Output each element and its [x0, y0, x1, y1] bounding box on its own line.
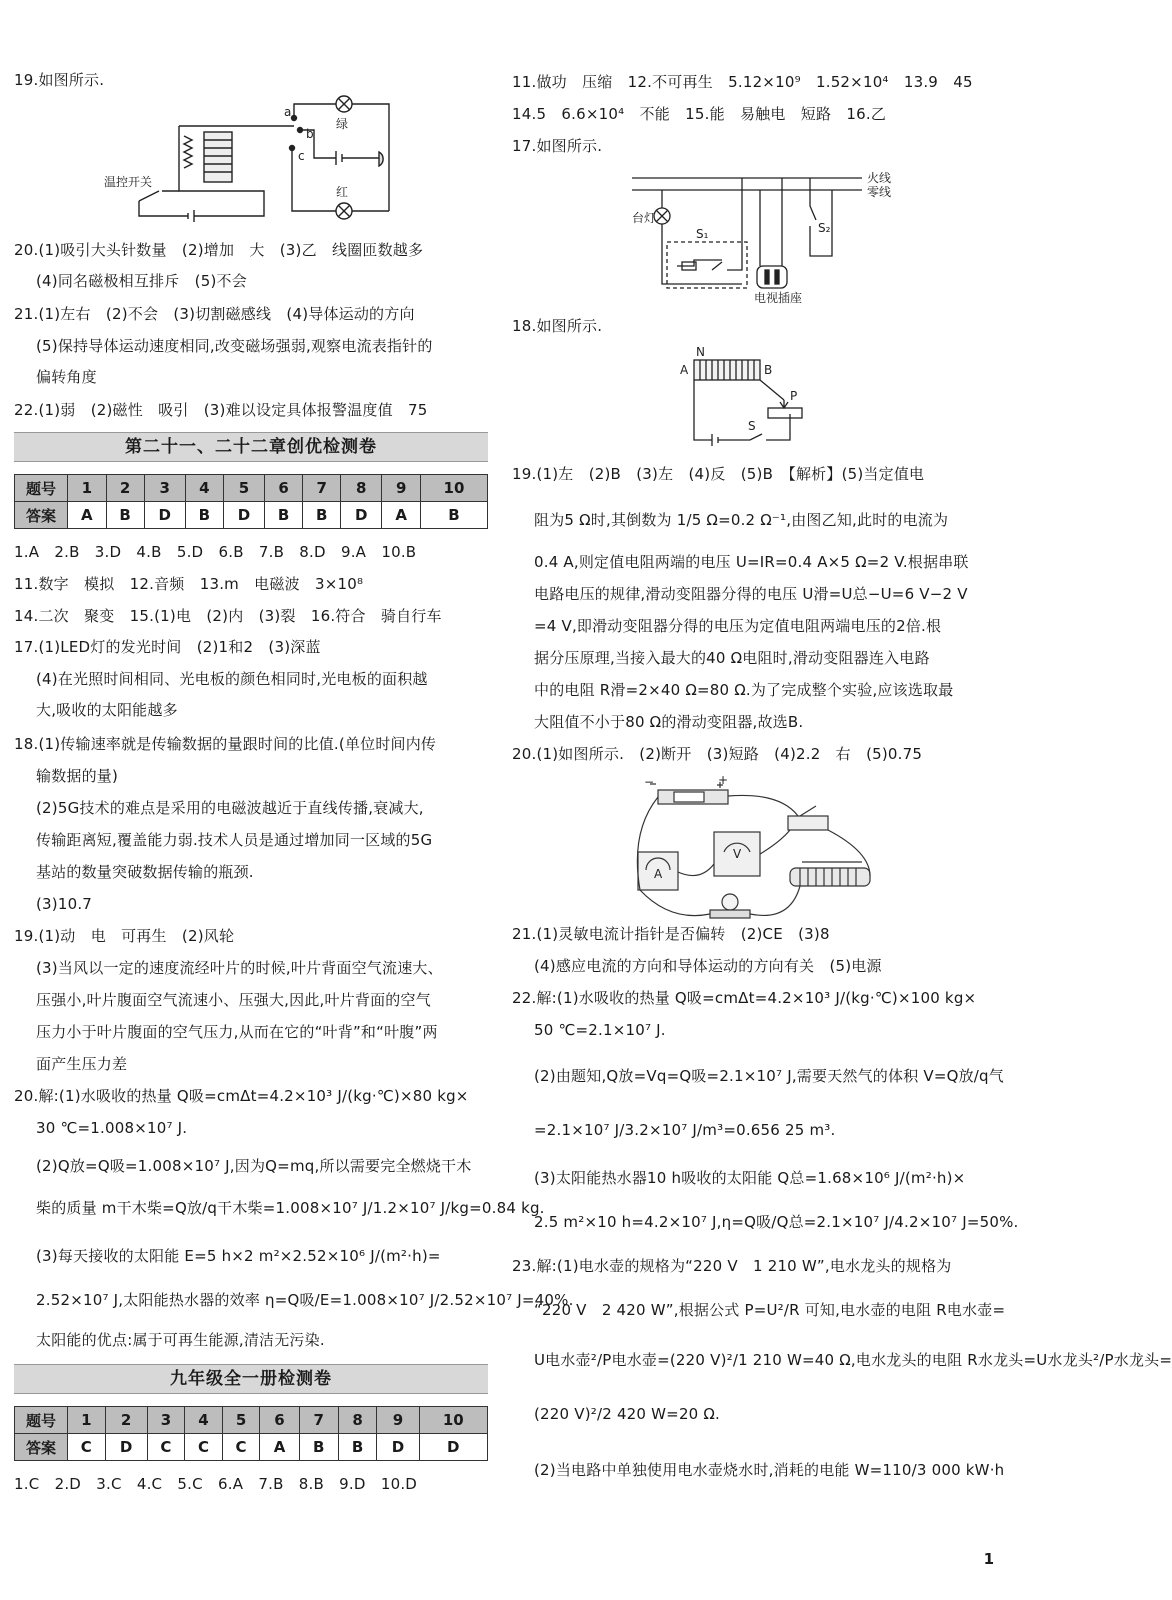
- table-cell: 5: [222, 1407, 260, 1434]
- table-cell: B: [265, 502, 303, 529]
- table-cell: C: [185, 1434, 223, 1461]
- answer-line: 20.(1)吸引大头针数量 (2)增加 大 (3)乙 线圈匝数越多: [14, 241, 424, 259]
- answer-line: 21.(1)灵敏电流计指针是否偏转 (2)CE (3)8: [512, 925, 830, 943]
- answer-line: 21.(1)左右 (2)不会 (3)切割磁感线 (4)导体运动的方向: [14, 305, 415, 323]
- table-cell: 1: [68, 475, 107, 502]
- lamp-label: 台灯: [632, 211, 657, 225]
- table-cell: 9: [382, 475, 421, 502]
- table-cell: 9: [377, 1407, 419, 1434]
- table-cell: B: [303, 502, 341, 529]
- answer-line: 20.(1)如图所示. (2)断开 (3)短路 (4)2.2 右 (5)0.75: [512, 745, 923, 763]
- answer-line: 太阳能的优点:属于可再生能源,清洁无污染.: [36, 1331, 325, 1349]
- answer-line: (2)当电路中单独使用电水壶烧水时,消耗的电能 W=110/3 000 kW·h: [534, 1461, 1005, 1479]
- table-cell: 6: [265, 475, 303, 502]
- negative-terminal: −: [644, 775, 655, 789]
- answer-line: 30 ℃=1.008×10⁷ J.: [36, 1119, 188, 1137]
- answer-line: 11.做功 压缩 12.不可再生 5.12×10⁹ 1.52×10⁴ 13.9 45: [512, 73, 973, 91]
- section-banner: 九年级全一册检测卷: [14, 1364, 488, 1394]
- table-cell: 2: [106, 475, 144, 502]
- answer-line: 大阻值不小于80 Ω的滑动变阻器,故选B.: [534, 713, 804, 731]
- table-cell: 4: [185, 1407, 223, 1434]
- table-cell: 3: [147, 1407, 185, 1434]
- switch-s2-label: S₂: [818, 221, 831, 235]
- answer-line: (2)5G技术的难点是采用的电磁波越近于直线传播,衰减大,: [36, 799, 424, 817]
- table-cell: A: [382, 502, 421, 529]
- table-cell: 8: [338, 1407, 377, 1434]
- table-cell: 5: [223, 475, 264, 502]
- answer-table: [14, 1406, 488, 1461]
- table-cell: B: [420, 502, 487, 529]
- answer-line: 22.解:(1)水吸收的热量 Q吸=cmΔt=4.2×10³ J/(kg·℃)×100 kg×: [512, 989, 977, 1007]
- answer-line: 11.数字 模拟 12.音频 13.m 电磁波 3×10⁸: [14, 575, 364, 593]
- answer-line: 22.(1)弱 (2)磁性 吸引 (3)难以设定具体报警温度值 75: [14, 401, 428, 419]
- answer-line: “220 V 2 420 W”,根据公式 P=U²/R 可知,电水壶的电阻 R电水壶=: [534, 1301, 1006, 1319]
- table-cell: B: [106, 502, 144, 529]
- answer-line: 18.(1)传输速率就是传输数据的量跟时间的比值.(单位时间内传: [14, 735, 437, 753]
- answer-line: =2.1×10⁷ J/3.2×10⁷ J/m³=0.656 25 m³.: [534, 1121, 836, 1139]
- table-cell: 7: [299, 1407, 338, 1434]
- table-cell: 题号: [15, 1407, 68, 1434]
- ammeter-label: A: [654, 867, 663, 881]
- neutral-wire-label: 零线: [867, 185, 892, 199]
- table-cell: 3: [144, 475, 185, 502]
- section-banner: 第二十一、二十二章创优检测卷: [14, 432, 488, 462]
- answer-line: (4)在光照时间相同、光电板的颜色相同时,光电板的面积越: [36, 670, 428, 688]
- terminal-a-label: A: [680, 363, 689, 377]
- answer-line: 19.(1)左 (2)B (3)左 (4)反 (5)B 【解析】(5)当定值电: [512, 465, 925, 483]
- table-cell: A: [260, 1434, 299, 1461]
- answer-line: 1.A 2.B 3.D 4.B 5.D 6.B 7.B 8.D 9.A 10.B: [14, 543, 417, 561]
- household-wiring-figure: [632, 166, 972, 306]
- table-cell: C: [147, 1434, 185, 1461]
- table-cell: B: [299, 1434, 338, 1461]
- answer-line: 偏转角度: [36, 368, 97, 386]
- table-cell: 10: [420, 475, 487, 502]
- answer-line: (4)同名磁极相互排斥 (5)不会: [36, 272, 247, 290]
- switch-s-label: S: [748, 419, 756, 433]
- slider-p-label: P: [790, 389, 798, 403]
- answer-line: (4)感应电流的方向和导体运动的方向有关 (5)电源: [534, 957, 882, 975]
- table-cell: D: [105, 1434, 147, 1461]
- answer-line: (3)当风以一定的速度流经叶片的时候,叶片背面空气流速大、: [36, 959, 443, 977]
- table-cell: D: [341, 502, 382, 529]
- answer-line: 压力小于叶片腹面的空气压力,从而在它的“叶背”和“叶腹”两: [36, 1023, 438, 1041]
- answer-line: 17.如图所示.: [512, 137, 603, 155]
- answer-table: [14, 474, 488, 529]
- green-lamp-label: 绿: [336, 117, 349, 131]
- q18-label: 18.如图所示.: [512, 317, 603, 335]
- live-wire-label: 火线: [867, 171, 892, 185]
- table-cell: D: [223, 502, 264, 529]
- table-cell: A: [68, 502, 107, 529]
- answer-line: =4 V,即滑动变阻器分得的电压为定值电阻两端电压的2倍.根: [534, 617, 942, 635]
- answer-line: (2)由题知,Q放=Vq=Q吸=2.1×10⁷ J,需要天然气的体积 V=Q放/q气: [534, 1067, 1004, 1085]
- answer-line: 19.(1)动 电 可再生 (2)风轮: [14, 927, 235, 945]
- switch-label: 温控开关: [104, 175, 153, 189]
- table-cell: B: [185, 502, 223, 529]
- answer-line: 1.C 2.D 3.C 4.C 5.C 6.A 7.B 8.B 9.D 10.D: [14, 1475, 418, 1493]
- answer-line: 中的电阻 R滑=2×40 Ω=80 Ω.为了完成整个实验,应该选取最: [534, 681, 954, 699]
- table-cell: D: [419, 1434, 487, 1461]
- table-cell: 6: [260, 1407, 299, 1434]
- answer-line: (3)太阳能热水器10 h吸收的太阳能 Q总=1.68×10⁶ J/(m²·h)×: [534, 1169, 966, 1187]
- table-cell: 答案: [15, 502, 68, 529]
- answer-line: 14.5 6.6×10⁴ 不能 15.能 易触电 短路 16.乙: [512, 105, 887, 123]
- red-lamp-label: 红: [336, 185, 349, 199]
- answer-line: 14.二次 聚变 15.(1)电 (2)内 (3)裂 16.符合 骑自行车: [14, 607, 442, 625]
- voltmeter-label: V: [733, 847, 742, 861]
- answer-line: 输数据的量): [36, 767, 119, 785]
- answer-line: 20.解:(1)水吸收的热量 Q吸=cmΔt=4.2×10³ J/(kg·℃)×80 kg×: [14, 1087, 469, 1105]
- answer-line: 基站的数量突破数据传输的瓶颈.: [36, 863, 254, 881]
- answer-line: 0.4 A,则定值电阻两端的电压 U=IR=0.4 A×5 Ω=2 V.根据串联: [534, 553, 969, 571]
- answer-line: 50 ℃=2.1×10⁷ J.: [534, 1021, 666, 1039]
- answer-line: 传输距离短,覆盖能力弱.技术人员是通过增加同一区域的5G: [36, 831, 433, 849]
- table-cell: 题号: [15, 475, 68, 502]
- pole-n-label: N: [696, 345, 705, 359]
- table-cell: 2: [105, 1407, 147, 1434]
- answer-line: 压强小,叶片腹面空气流速小、压强大,因此,叶片背面的空气: [36, 991, 431, 1009]
- table-cell: D: [144, 502, 185, 529]
- table-cell: D: [377, 1434, 419, 1461]
- terminal-b-label: B: [764, 363, 773, 377]
- answer-line: U电水壶²/P电水壶=(220 V)²/1 210 W=40 Ω,电水龙头的电阻 R水龙头=U水龙头²/P水龙头=: [534, 1351, 1172, 1369]
- answer-line: 电路电压的规律,滑动变阻器分得的电压 U滑=U总−U=6 V−2 V: [534, 585, 968, 603]
- table-cell: 4: [185, 475, 223, 502]
- page-number: 1: [983, 1550, 994, 1568]
- answer-line: 17.(1)LED灯的发光时间 (2)1和2 (3)深蓝: [14, 638, 321, 656]
- contact-b-label: b: [306, 127, 314, 141]
- contact-a-label: a: [284, 105, 292, 119]
- table-cell: 8: [341, 475, 382, 502]
- table-cell: B: [338, 1434, 377, 1461]
- answer-line: 2.52×10⁷ J,太阳能热水器的效率 η=Q吸/E=1.008×10⁷ J/2.52×10⁷ J=40%.: [36, 1291, 574, 1309]
- answer-line: (2)Q放=Q吸=1.008×10⁷ J,因为Q=mq,所以需要完全燃烧干木: [36, 1157, 472, 1175]
- table-cell: C: [222, 1434, 260, 1461]
- socket-label: 电视插座: [754, 291, 803, 305]
- q19-label: 19.如图所示.: [14, 71, 105, 89]
- positive-terminal: +: [718, 773, 729, 787]
- switch-s1-label: S₁: [696, 227, 709, 241]
- electromagnet-figure: [672, 344, 822, 454]
- answer-line: 2.5 m²×10 h=4.2×10⁷ J,η=Q吸/Q总=2.1×10⁷ J/4.2×10⁷ J=50%.: [534, 1213, 1019, 1231]
- table-cell: 答案: [15, 1434, 68, 1461]
- answer-line: (3)每天接收的太阳能 E=5 h×2 m²×2.52×10⁶ J/(m²·h)=: [36, 1247, 441, 1265]
- answer-line: (5)保持导体运动速度相同,改变磁场强弱,观察电流表指针的: [36, 337, 433, 355]
- answer-line: (3)10.7: [36, 895, 93, 913]
- table-cell: 10: [419, 1407, 487, 1434]
- answer-line: (220 V)²/2 420 W=20 Ω.: [534, 1405, 721, 1423]
- answer-line: 大,吸收的太阳能越多: [36, 701, 178, 719]
- answer-line: 柴的质量 m干木柴=Q放/q干木柴=1.008×10⁷ J/1.2×10⁷ J/kg=0.84 kg.: [36, 1199, 545, 1217]
- relay-circuit-figure: [104, 96, 404, 226]
- table-cell: C: [68, 1434, 106, 1461]
- table-cell: 7: [303, 475, 341, 502]
- apparatus-figure: [630, 772, 900, 922]
- contact-c-label: c: [298, 149, 305, 163]
- answer-line: 据分压原理,当接入最大的40 Ω电阻时,滑动变阻器连入电路: [534, 649, 930, 667]
- answer-line: 面产生压力差: [36, 1055, 128, 1073]
- answer-line: 23.解:(1)电水壶的规格为“220 V 1 210 W”,电水龙头的规格为: [512, 1257, 952, 1275]
- answer-line: 阻为5 Ω时,其倒数为 1/5 Ω=0.2 Ω⁻¹,由图乙知,此时的电流为: [534, 511, 949, 529]
- table-cell: 1: [68, 1407, 106, 1434]
